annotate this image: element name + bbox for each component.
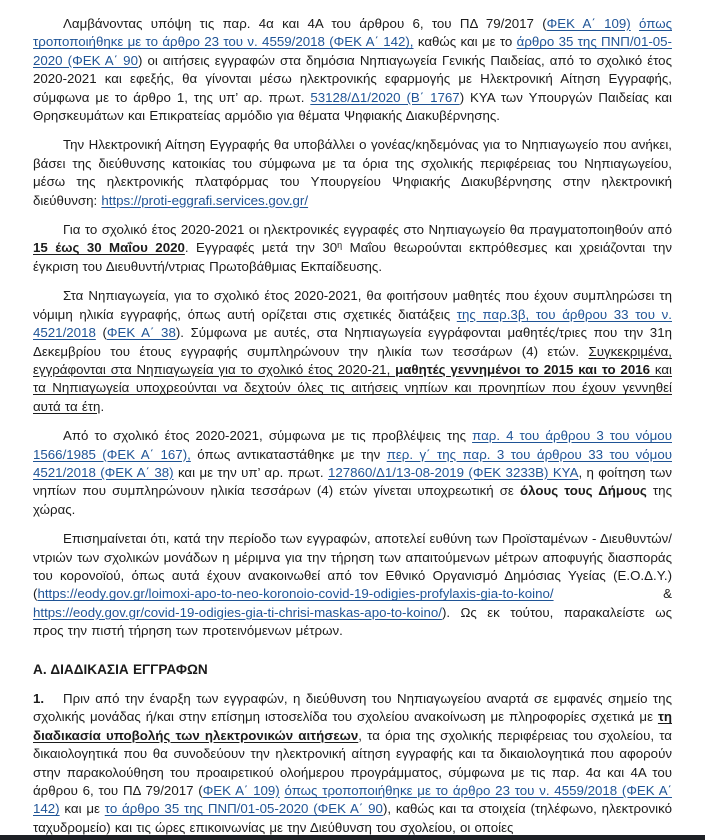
text-run: και με την υπ’ αρ. πρωτ. <box>173 464 328 480</box>
hyperlink[interactable]: παρ. 4 του άρθρου 3 του νόμου 1566/1985 (ΦΕΚ Α΄ 167), <box>33 428 672 462</box>
text-run: Επισημαίνεται ότι, κατά την περίοδο των εγγραφών, αποτελεί ευθύνη των Προϊσταμένων - Διευθυντών/ντριών των σχολικών μονάδων η μέριμνα για την τήρηση των απαιτούμενων μέτρων αποφυγής διασποράς του κορονοϊού, όπως αυτά έχουν ανακοινωθεί από τον Εθνικό Οργανισμό Δημόσιας Υγείας (Ε.Ο.Δ.Υ.) ( <box>33 531 672 602</box>
text-run: και με <box>59 801 105 817</box>
hyperlink[interactable]: περ. γ΄ της παρ. 3 του άρθρου 33 του νόμου 4521/2018 (ΦΕΚ Α΄ 38) <box>33 446 672 480</box>
paragraph <box>33 136 672 210</box>
text-run: ( <box>95 325 107 341</box>
text-run: . Εγγραφές μετά την 30 <box>184 240 338 256</box>
text-run: 15 έως 30 Μαΐου 2020 <box>33 240 185 256</box>
text-run: ), καθώς και τα στοιχεία (τηλέφωνο, ηλεκτρονικό ταχυδρομείο) και τις ώρες επικοινωνίας με την Διεύθυνση του σχολείου, οι οποίες <box>33 801 672 835</box>
text-run: τη διαδικασία υποβολής των ηλεκτρονικών αιτήσεων <box>33 709 672 743</box>
hyperlink[interactable]: το άρθρο 35 της ΠΝΠ/01-05-2020 (ΦΕΚ Α΄ 90 <box>104 801 383 817</box>
hyperlink[interactable]: 53128/Δ1/2020 (Β΄ 1767 <box>310 89 460 105</box>
text-run: ) ΚΥΑ των Υπουργών Παιδείας και Θρησκευμάτων και Επικρατείας αρμόδιο για θέματα Ψηφιακής Διακυβέρνησης. <box>33 89 672 124</box>
text-run: ). Ως εκ τούτου, παρακαλείστε ως προς την πιστή τήρηση των προτεινόμενων μέτρων. <box>33 604 672 639</box>
section-heading <box>33 661 672 679</box>
text-run: Α. ΔΙΑΔΙΚΑΣΙΑ ΕΓΓΡΑΦΩΝ <box>33 661 208 677</box>
hyperlink[interactable]: όπως τροποποιήθηκε με το άρθρο 23 του ν. 4559/2018 (ΦΕΚ Α΄ 142) <box>33 783 672 817</box>
hyperlink[interactable]: όπως τροποποιήθηκε με το άρθρο 23 του ν. 4559/2018 (ΦΕΚ Α΄ 142), <box>33 16 672 50</box>
text-run: Για το σχολικό έτος 2020-2021 οι ηλεκτρονικές εγγραφές στο Νηπιαγωγείο θα πραγματοποιηθούν από <box>63 222 672 238</box>
text-run: Λαμβάνοντας υπόψη τις παρ. 4α και 4Α του άρθρου 6, του ΠΔ 79/2017 ( <box>63 16 547 31</box>
text-run: , η φοίτηση των νηπίων που συμπληρώνουν ηλικία τεσσάρων (4) ετών γίνεται υποχρεωτική σε <box>33 464 672 499</box>
text-run: μαθητές γεννημένοι το 2015 και το 2016 <box>395 361 651 377</box>
text-run: Μαΐου θεωρούνται εκπρόθεσμες και χρειάζονται την έγκριση του Διευθυντή/ντριας Πρωτοβάθμιας Εκπαίδευσης. <box>33 240 672 274</box>
text-run: της χώρας. <box>33 483 672 517</box>
hyperlink[interactable]: ΦΕΚ Α΄ 38 <box>106 325 176 341</box>
numbered-paragraph <box>33 690 672 837</box>
text-run <box>631 16 639 31</box>
text-run: Συγκεκριμένα, εγγράφονται στα Νηπιαγωγεία για το σχολικό έτος 2020-21, <box>33 343 672 377</box>
paragraph <box>33 221 672 276</box>
document-body <box>33 15 672 837</box>
text-run: Πριν από την έναρξη των εγγραφών, η διεύθυνση του Νηπιαγωγείου αναρτά σε εμφανές σημείο της σχολικής μονάδας ή/και στην επίσημη ιστοσελίδα του σχολείου ανακοίνωση με πληροφορίες σχετικά με <box>33 691 672 725</box>
text-run: , τα όρια της σχολικής περιφέρειας του σχολείου, τα δικαιολογητικά που θα συνοδεύουν την ηλεκτρονική αίτηση εγγραφής και τα δικαιολογητικά που αφορούν στην παρακολούθηση του προαιρετικού ολοήμερου προγράμματος, σύμφωνα με τις παρ. 4α και 4Α του άρθρου 6, του ΠΔ 79/2017 ( <box>33 727 672 799</box>
superscript-text: η <box>337 240 343 251</box>
hyperlink[interactable]: https://eody.gov.gr/loimoxi-apo-to-neo-koronoio-covid-19-odigies-profylaxis-gia-to-koino/ <box>37 586 554 602</box>
paragraph <box>33 287 672 416</box>
hyperlink[interactable]: 127860/Δ1/13-08-2019 (ΦΕΚ 3233Β) ΚΥΑ <box>327 464 579 480</box>
paragraph <box>33 530 672 640</box>
paragraph <box>33 427 672 519</box>
text-run: όπως αντικαταστάθηκε με την <box>190 446 387 462</box>
list-number: 1. <box>33 691 45 706</box>
window-edge-bar <box>0 835 705 840</box>
text-run: ) οι αιτήσεις εγγραφών στα δημόσια Νηπιαγωγεία Γενικής Παιδείας, από το σχολικό έτος 2020-2021 και εφεξής, θα γίνονται μέσω ηλεκτρονικής εφαρμογής με Ηλεκτρονική Αίτηση Εγγραφής, σύμφωνα με το άρθρο 1, της υπ’ αρ. πρωτ. <box>33 52 672 105</box>
hyperlink[interactable]: ΦΕΚ Α΄ 109) <box>546 16 631 31</box>
hyperlink[interactable]: άρθρο 35 της ΠΝΠ/01-05-2020 (ΦΕΚ Α΄ 90 <box>33 34 672 68</box>
text-run: και τα Νηπιαγωγεία υποχρεούνται να δεχτούν όλες τις αιτήσεις νηπίων και προνηπίων που έχουν γεννηθεί αυτά τα έτη <box>33 361 672 414</box>
text-run: . <box>100 398 105 414</box>
hyperlink[interactable]: της παρ.3β, του άρθρου 33 του ν. 4521/2018 <box>33 306 672 341</box>
hyperlink[interactable]: https://proti-eggrafi.services.gov.gr/ <box>101 192 309 208</box>
text-run: & <box>553 586 672 602</box>
text-run: Στα Νηπιαγωγεία, για το σχολικό έτος 2020-2021, θα φοιτήσουν μαθητές που έχουν συμπληρώσει τη νόμιμη ηλικία εγγραφής, όπως αυτή ορίζεται στις σχετικές διατάξεις <box>33 288 672 322</box>
hyperlink[interactable]: https://eody.gov.gr/covid-19-odigies-gia-ti-chrisi-maskas-apo-to-koino/ <box>33 604 442 620</box>
text-run: καθώς και με το <box>413 34 517 50</box>
hyperlink[interactable]: ΦΕΚ Α΄ 109) <box>202 783 280 799</box>
text-run: όλους τους Δήμους <box>519 483 647 499</box>
text-run: ). Σύμφωνα με αυτές, στα Νηπιαγωγεία εγγράφονται μαθητές/τριες που την 31η Δεκεμβρίου του έτους εγγραφής συμπληρώνουν την ηλικία των τεσσάρων (4) ετών. <box>33 325 672 359</box>
text-run: Από το σχολικό έτος 2020-2021, σύμφωνα με τις προβλέψεις της <box>63 428 473 444</box>
paragraph <box>33 15 672 125</box>
text-run: Την Ηλεκτρονική Αίτηση Εγγραφής θα υποβάλλει ο γονέας/κηδεμόνας για το Νηπιαγωγείο που ανήκει, βάσει της διεύθυνσης κατοικίας του σύμφωνα με τα όρια της σχολικής περιφέρειας του Νηπιαγωγείου, μέσω της ηλεκτρονικής πλατφόρμας του Υπουργείου Ψηφιακής Διακυβέρνησης στην ηλεκτρονική διεύθυνση: <box>33 137 672 208</box>
